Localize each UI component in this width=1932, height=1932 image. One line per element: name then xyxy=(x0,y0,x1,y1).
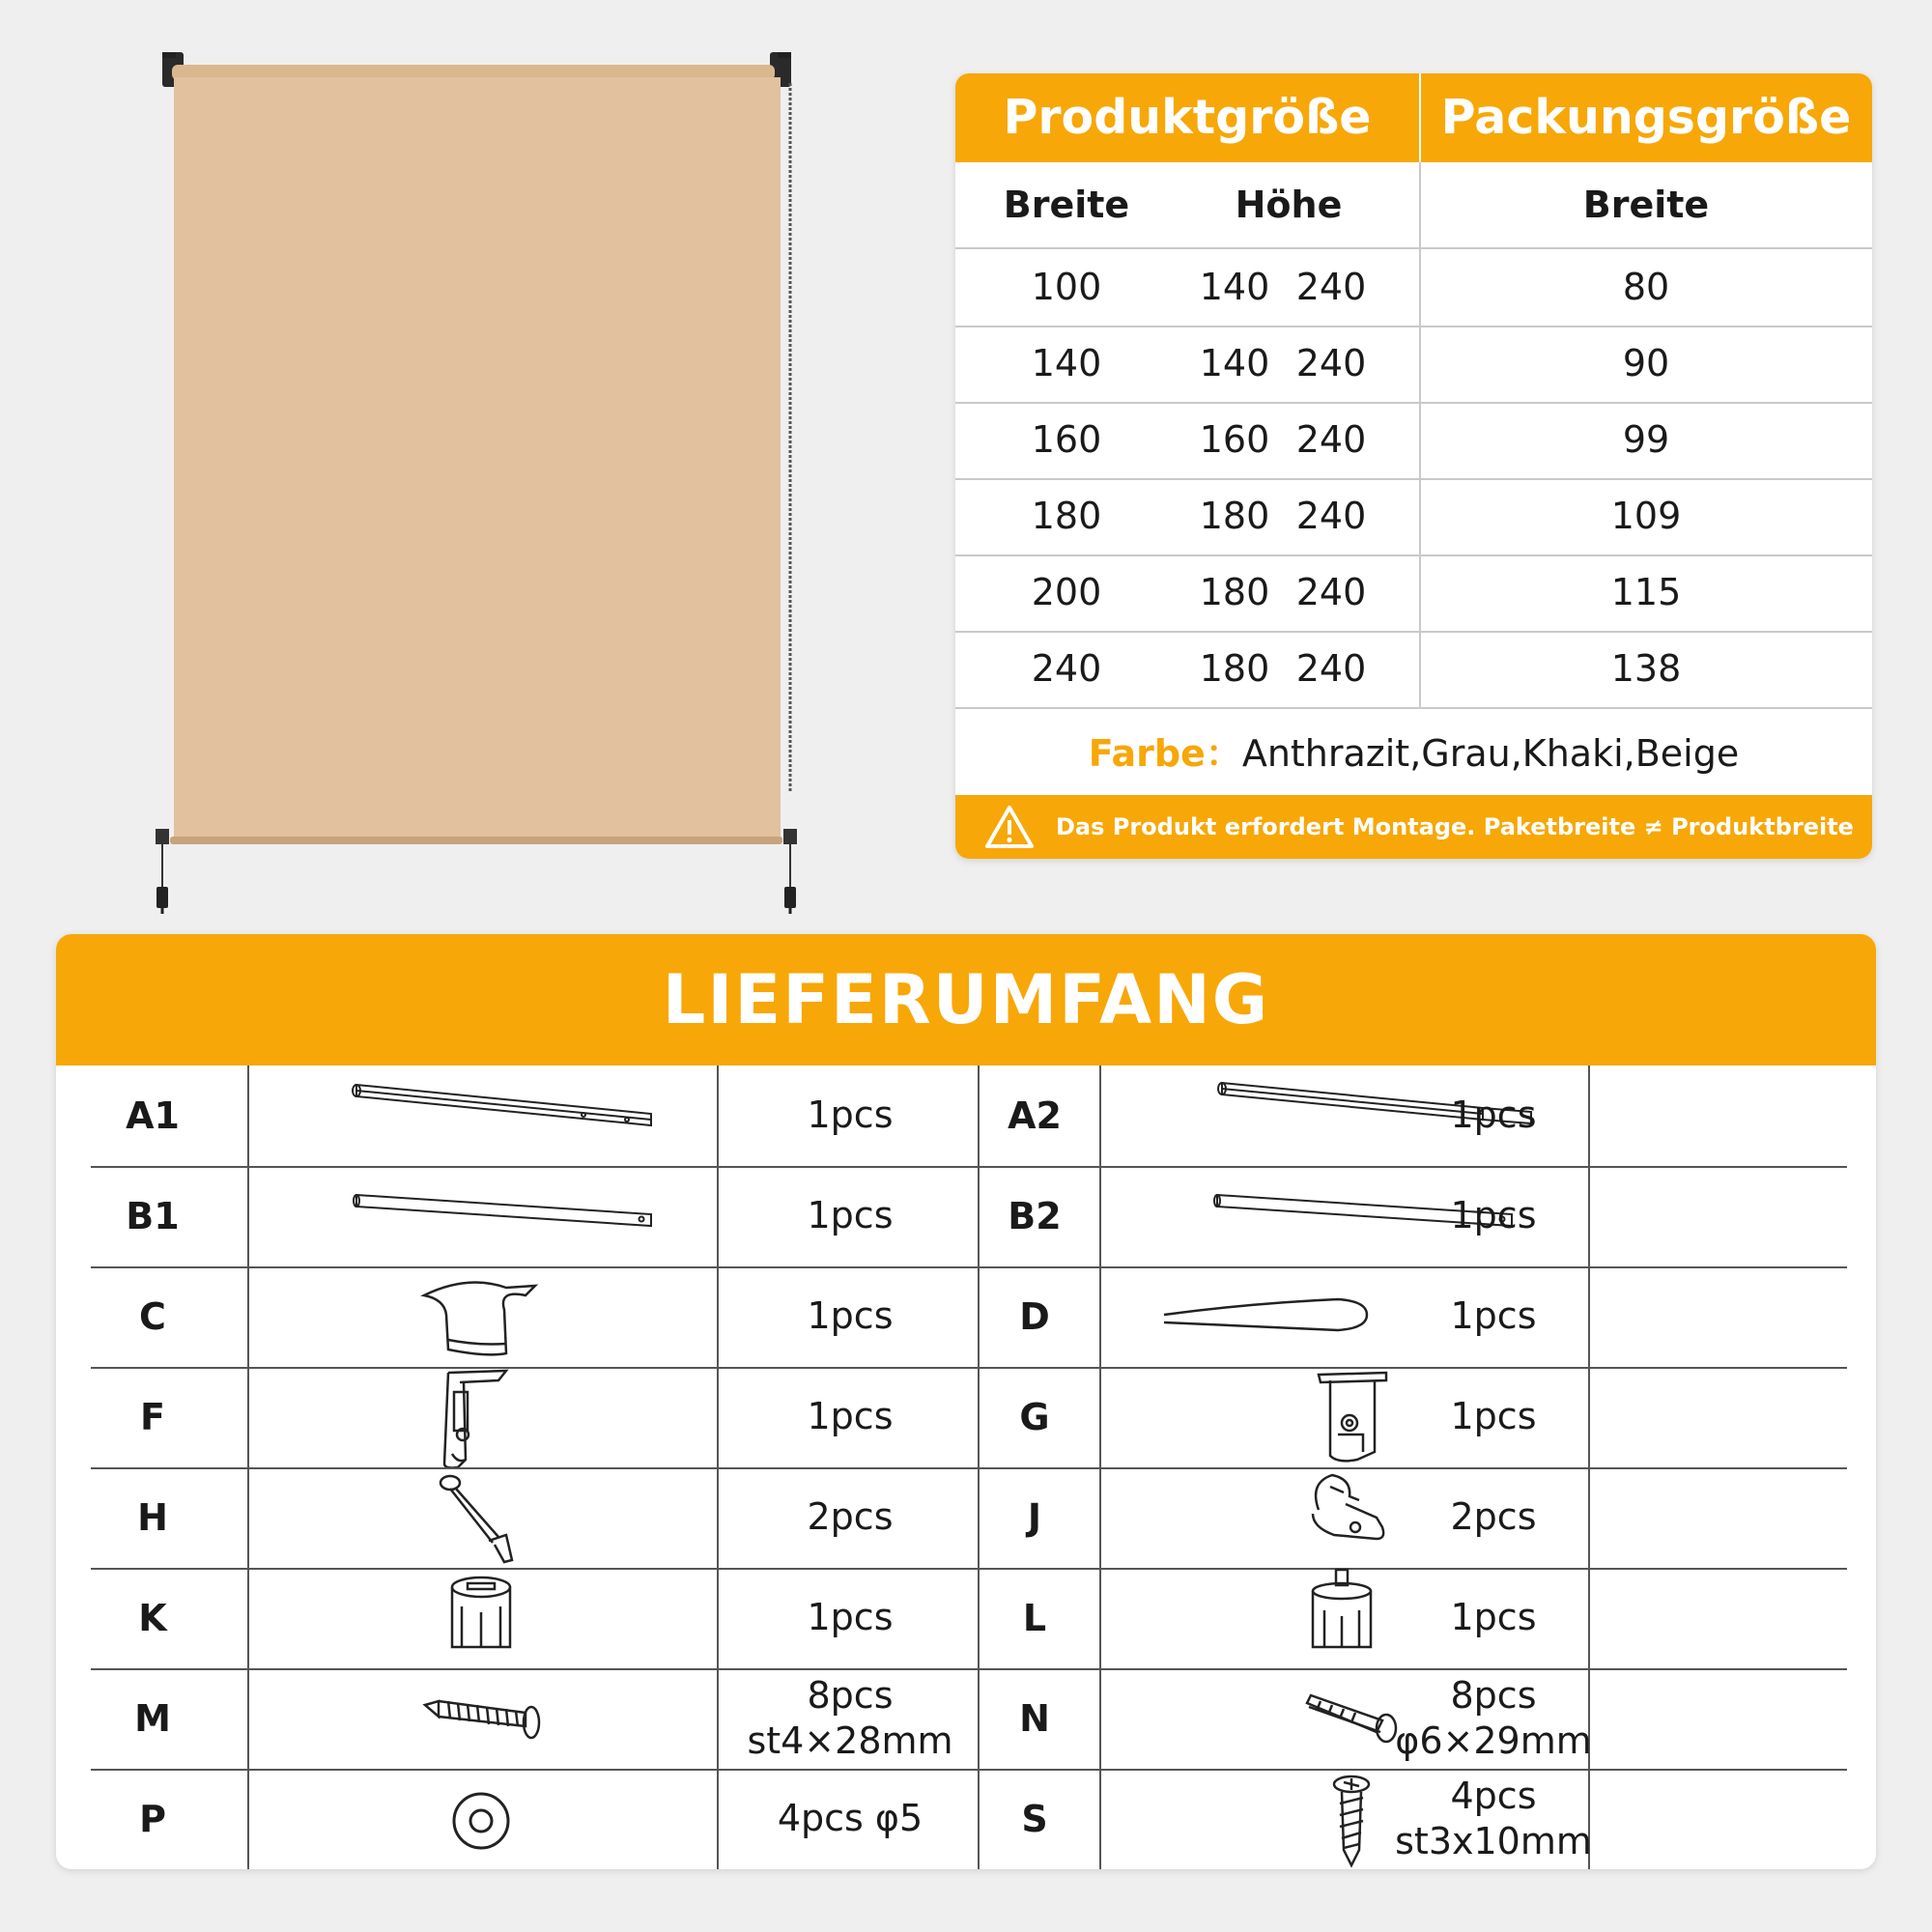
part-quantity xyxy=(1360,1568,1627,1668)
size-row xyxy=(955,631,1872,707)
size-row xyxy=(955,554,1872,631)
part-quantity-spec: st3x10mm xyxy=(1395,1820,1592,1862)
part-label: K xyxy=(138,1597,167,1639)
part-label: D xyxy=(1019,1295,1050,1338)
part-quantity xyxy=(1360,1467,1627,1568)
part-quantity-count: 1pcs xyxy=(1450,1194,1537,1237)
parts-title: LIEFERUMFANG xyxy=(56,934,1876,1065)
part-quantity xyxy=(721,1568,980,1668)
parts-row xyxy=(91,1166,1847,1266)
part-label: P xyxy=(139,1798,166,1840)
part-quantity-count: 8pcs xyxy=(807,1673,894,1717)
size-width-cell: 180 xyxy=(1031,495,1102,537)
package-width-cell: 115 xyxy=(1610,571,1682,613)
part-quantity xyxy=(1360,1266,1627,1367)
part-quantity-count: 4pcs φ5 xyxy=(777,1797,923,1840)
part-quantity-count: 2pcs xyxy=(1450,1495,1537,1539)
part-quantity-count: 4pcs xyxy=(1450,1774,1537,1817)
parts-row xyxy=(91,1668,1847,1769)
part-quantity xyxy=(721,1266,980,1367)
subheader-width: Breite xyxy=(1003,184,1130,226)
size-row xyxy=(955,326,1872,402)
part-quantity-count: 1pcs xyxy=(1450,1094,1537,1137)
part-quantity xyxy=(1360,1668,1627,1769)
parts-list xyxy=(56,934,1876,1869)
size-height-max-cell: 240 xyxy=(1295,418,1367,461)
size-height-min-cell: 140 xyxy=(1199,342,1270,384)
part-quantity xyxy=(721,1367,980,1467)
part-quantity-spec: st4×28mm xyxy=(747,1719,953,1762)
part-quantity-count: 1pcs xyxy=(1450,1294,1537,1338)
cover-profile-icon xyxy=(245,1266,715,1367)
part-label: N xyxy=(1019,1697,1050,1740)
package-width-cell: 90 xyxy=(1622,342,1670,384)
parts-row xyxy=(91,1769,1847,1869)
package-width-cell: 99 xyxy=(1622,418,1670,461)
part-label: B2 xyxy=(1008,1195,1062,1237)
part-quantity-count: 1pcs xyxy=(807,1395,894,1438)
part-quantity-count: 8pcs xyxy=(1450,1673,1537,1717)
part-label: L xyxy=(1022,1597,1047,1639)
size-width-cell: 100 xyxy=(1031,266,1102,308)
part-label: H xyxy=(137,1496,168,1539)
part-quantity xyxy=(1360,1065,1627,1166)
size-width-cell: 160 xyxy=(1031,418,1102,461)
size-height-min-cell: 180 xyxy=(1199,647,1270,690)
size-height-min-cell: 180 xyxy=(1199,495,1270,537)
roller-blind-illustration xyxy=(0,0,869,927)
part-quantity-count: 1pcs xyxy=(807,1596,894,1639)
size-height-max-cell: 240 xyxy=(1295,342,1367,384)
part-quantity xyxy=(1360,1769,1627,1869)
size-height-min-cell: 180 xyxy=(1199,571,1270,613)
package-width-cell: 80 xyxy=(1622,266,1670,308)
header-product-size: Produktgröße xyxy=(1003,90,1372,145)
part-quantity-spec: φ6×29mm xyxy=(1395,1719,1592,1762)
color-label: Farbe： xyxy=(1088,732,1242,775)
color-values: Anthrazit,Grau,Khaki,Beige xyxy=(1241,732,1740,775)
part-quantity-count: 1pcs xyxy=(1450,1596,1537,1639)
parts-row xyxy=(91,1266,1847,1367)
parts-row xyxy=(91,1568,1847,1668)
size-height-max-cell: 240 xyxy=(1295,495,1367,537)
size-width-cell: 200 xyxy=(1031,571,1102,613)
part-quantity xyxy=(1360,1166,1627,1266)
size-height-max-cell: 240 xyxy=(1295,647,1367,690)
size-width-cell: 140 xyxy=(1031,342,1102,384)
end-cap-icon xyxy=(245,1568,715,1668)
screw-icon xyxy=(245,1668,715,1769)
size-height-min-cell: 140 xyxy=(1199,266,1270,308)
subheader-height: Höhe xyxy=(1235,184,1343,226)
size-table xyxy=(955,73,1872,859)
size-width-cell: 240 xyxy=(1031,647,1102,690)
size-row xyxy=(955,249,1872,326)
part-label: C xyxy=(139,1295,166,1338)
header-package-size: Packungsgröße xyxy=(1440,90,1852,145)
size-row xyxy=(955,478,1872,554)
part-quantity xyxy=(721,1769,980,1869)
part-quantity xyxy=(721,1166,980,1266)
size-table-header xyxy=(955,73,1872,162)
part-label: A1 xyxy=(126,1094,180,1137)
part-quantity-count: 1pcs xyxy=(807,1294,894,1338)
size-height-max-cell: 240 xyxy=(1295,266,1367,308)
warning-text: Das Produkt erfordert Montage. Paketbreite ≠ Produktbreite xyxy=(1056,813,1854,840)
size-height-min-cell: 160 xyxy=(1199,418,1270,461)
bracket-left-icon xyxy=(245,1367,715,1467)
package-width-cell: 138 xyxy=(1610,647,1682,690)
warning-triangle-icon xyxy=(984,804,1035,850)
part-label: A2 xyxy=(1008,1094,1062,1137)
washer-icon xyxy=(245,1769,715,1869)
package-width-cell: 109 xyxy=(1610,495,1682,537)
part-label: J xyxy=(1027,1496,1042,1539)
subheader-package-width: Breite xyxy=(1582,184,1710,226)
part-quantity xyxy=(1360,1367,1627,1467)
size-row xyxy=(955,402,1872,478)
part-quantity-count: 1pcs xyxy=(807,1194,894,1237)
rod-icon xyxy=(245,1166,715,1266)
part-quantity-count: 1pcs xyxy=(1450,1395,1537,1438)
parts-row xyxy=(91,1065,1847,1166)
assembly-warning xyxy=(955,795,1872,859)
part-label: B1 xyxy=(126,1195,180,1237)
part-label: G xyxy=(1019,1396,1050,1438)
rail-bar-icon xyxy=(245,1065,715,1166)
part-quantity xyxy=(721,1467,980,1568)
size-height-max-cell: 240 xyxy=(1295,571,1367,613)
hook-pin-icon xyxy=(245,1467,715,1568)
color-options xyxy=(955,716,1872,791)
part-quantity xyxy=(721,1065,980,1166)
part-label: F xyxy=(140,1396,165,1438)
parts-row xyxy=(91,1367,1847,1467)
part-quantity xyxy=(721,1668,980,1769)
part-label: M xyxy=(134,1697,171,1740)
part-quantity-count: 2pcs xyxy=(807,1495,894,1539)
parts-row xyxy=(91,1467,1847,1568)
part-label: S xyxy=(1021,1798,1048,1840)
part-quantity-count: 1pcs xyxy=(807,1094,894,1137)
